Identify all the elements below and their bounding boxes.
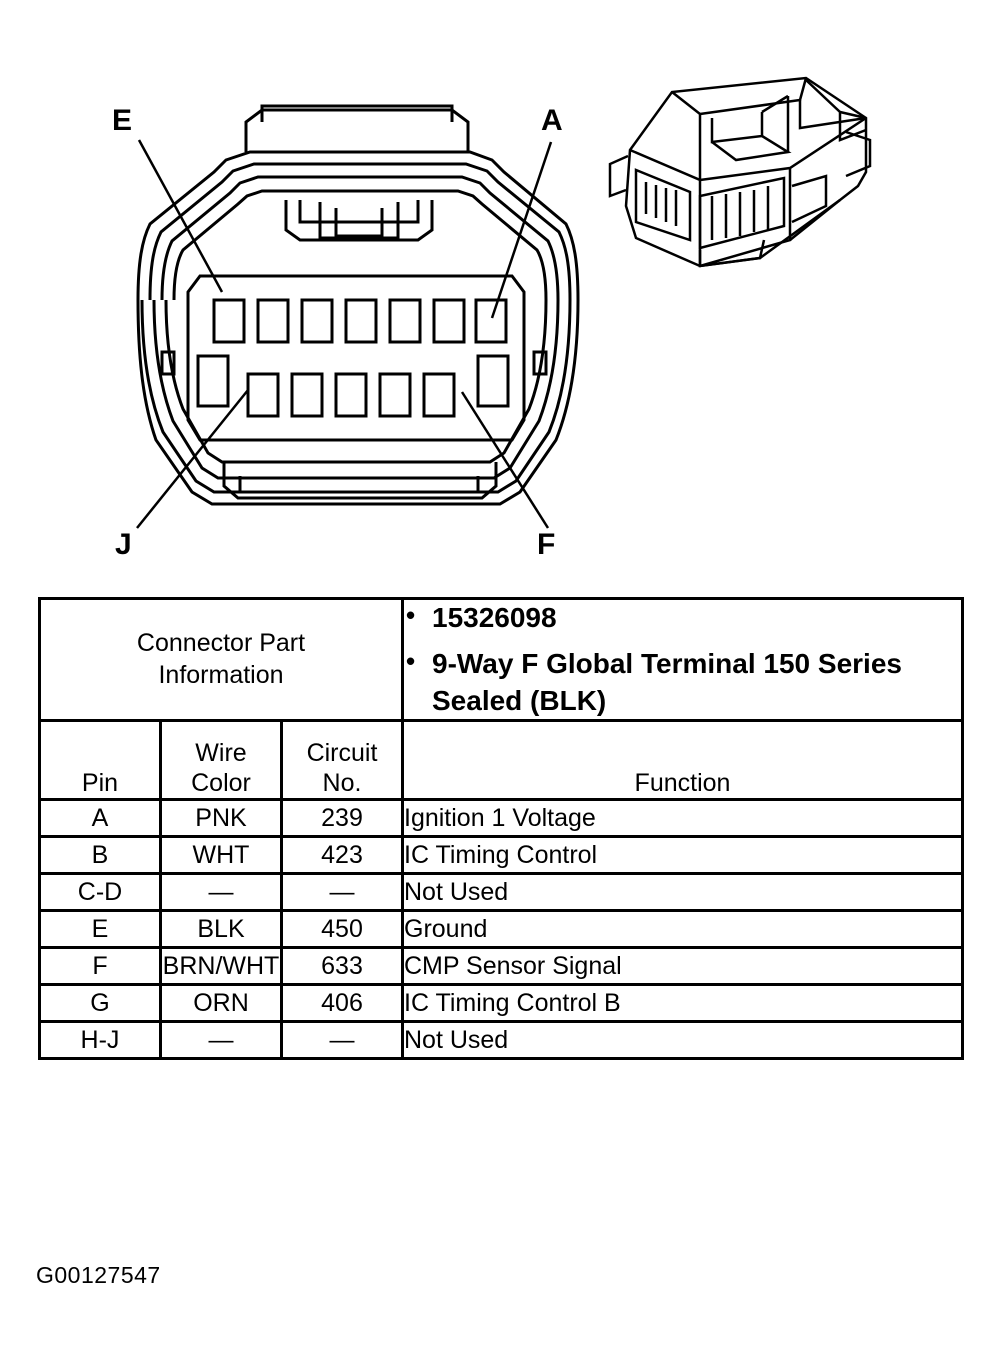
cell-function: CMP Sensor Signal xyxy=(403,948,963,985)
cell-wire-color: — xyxy=(161,874,282,911)
figure-id-label: G00127547 xyxy=(36,1262,161,1288)
callout-label-j: J xyxy=(115,528,133,561)
connector-diagram xyxy=(0,0,1004,590)
table-row xyxy=(40,800,963,837)
column-header-circuit-line1: Circuit xyxy=(306,739,378,768)
cell-pin: E xyxy=(40,911,161,948)
cell-function: Ground xyxy=(403,911,963,948)
table-row xyxy=(40,985,963,1022)
cell-pin: B xyxy=(40,837,161,874)
part-description: • 9-Way F Global Terminal 150 Series Sealed (BLK) xyxy=(432,646,961,719)
cell-wire-color: ORN xyxy=(161,985,282,1022)
cell-circuit: 239 xyxy=(282,800,403,837)
connector-part-information-label xyxy=(40,599,403,721)
column-header-wire-color xyxy=(161,721,282,800)
cell-function: Not Used xyxy=(403,1022,963,1059)
cell-function: IC Timing Control B xyxy=(403,985,963,1022)
cell-function: IC Timing Control xyxy=(403,837,963,874)
cell-pin: C-D xyxy=(40,874,161,911)
table-row xyxy=(40,911,963,948)
callout-label-e: E xyxy=(112,104,133,137)
cell-pin: F xyxy=(40,948,161,985)
cell-circuit: — xyxy=(282,874,403,911)
cell-wire-color: PNK xyxy=(161,800,282,837)
cell-circuit: 633 xyxy=(282,948,403,985)
table-row-part-info xyxy=(40,599,963,721)
cell-wire-color: WHT xyxy=(161,837,282,874)
connector-illustration xyxy=(0,0,1004,590)
table-row xyxy=(40,1022,963,1059)
table-row xyxy=(40,874,963,911)
column-header-circuit-no xyxy=(282,721,403,800)
callout-label-a: A xyxy=(541,104,564,137)
cell-circuit: — xyxy=(282,1022,403,1059)
column-header-wire-color-line1: Wire xyxy=(195,739,247,768)
cell-circuit: 423 xyxy=(282,837,403,874)
connector-part-information-values xyxy=(403,599,963,721)
part-info-label-line2: Information xyxy=(158,660,284,689)
cell-pin: A xyxy=(40,800,161,837)
cell-pin: H-J xyxy=(40,1022,161,1059)
cell-function: Ignition 1 Voltage xyxy=(403,800,963,837)
column-header-circuit-line2: No. xyxy=(322,769,362,798)
cell-wire-color: BLK xyxy=(161,911,282,948)
table-row xyxy=(40,837,963,874)
cell-circuit: 450 xyxy=(282,911,403,948)
part-info-label-line1: Connector Part xyxy=(136,629,306,658)
part-number: • 15326098 xyxy=(432,600,961,636)
connector-pinout-table xyxy=(38,597,964,1060)
cell-pin: G xyxy=(40,985,161,1022)
column-header-wire-color-line2: Color xyxy=(191,769,251,798)
column-header-pin: Pin xyxy=(40,721,161,800)
cell-wire-color: — xyxy=(161,1022,282,1059)
cell-wire-color: BRN/WHT xyxy=(161,948,282,985)
cell-circuit: 406 xyxy=(282,985,403,1022)
column-header-function: Function xyxy=(403,721,963,800)
table-row xyxy=(40,948,963,985)
callout-label-f: F xyxy=(537,528,556,561)
table-header-row xyxy=(40,721,963,800)
cell-function: Not Used xyxy=(403,874,963,911)
